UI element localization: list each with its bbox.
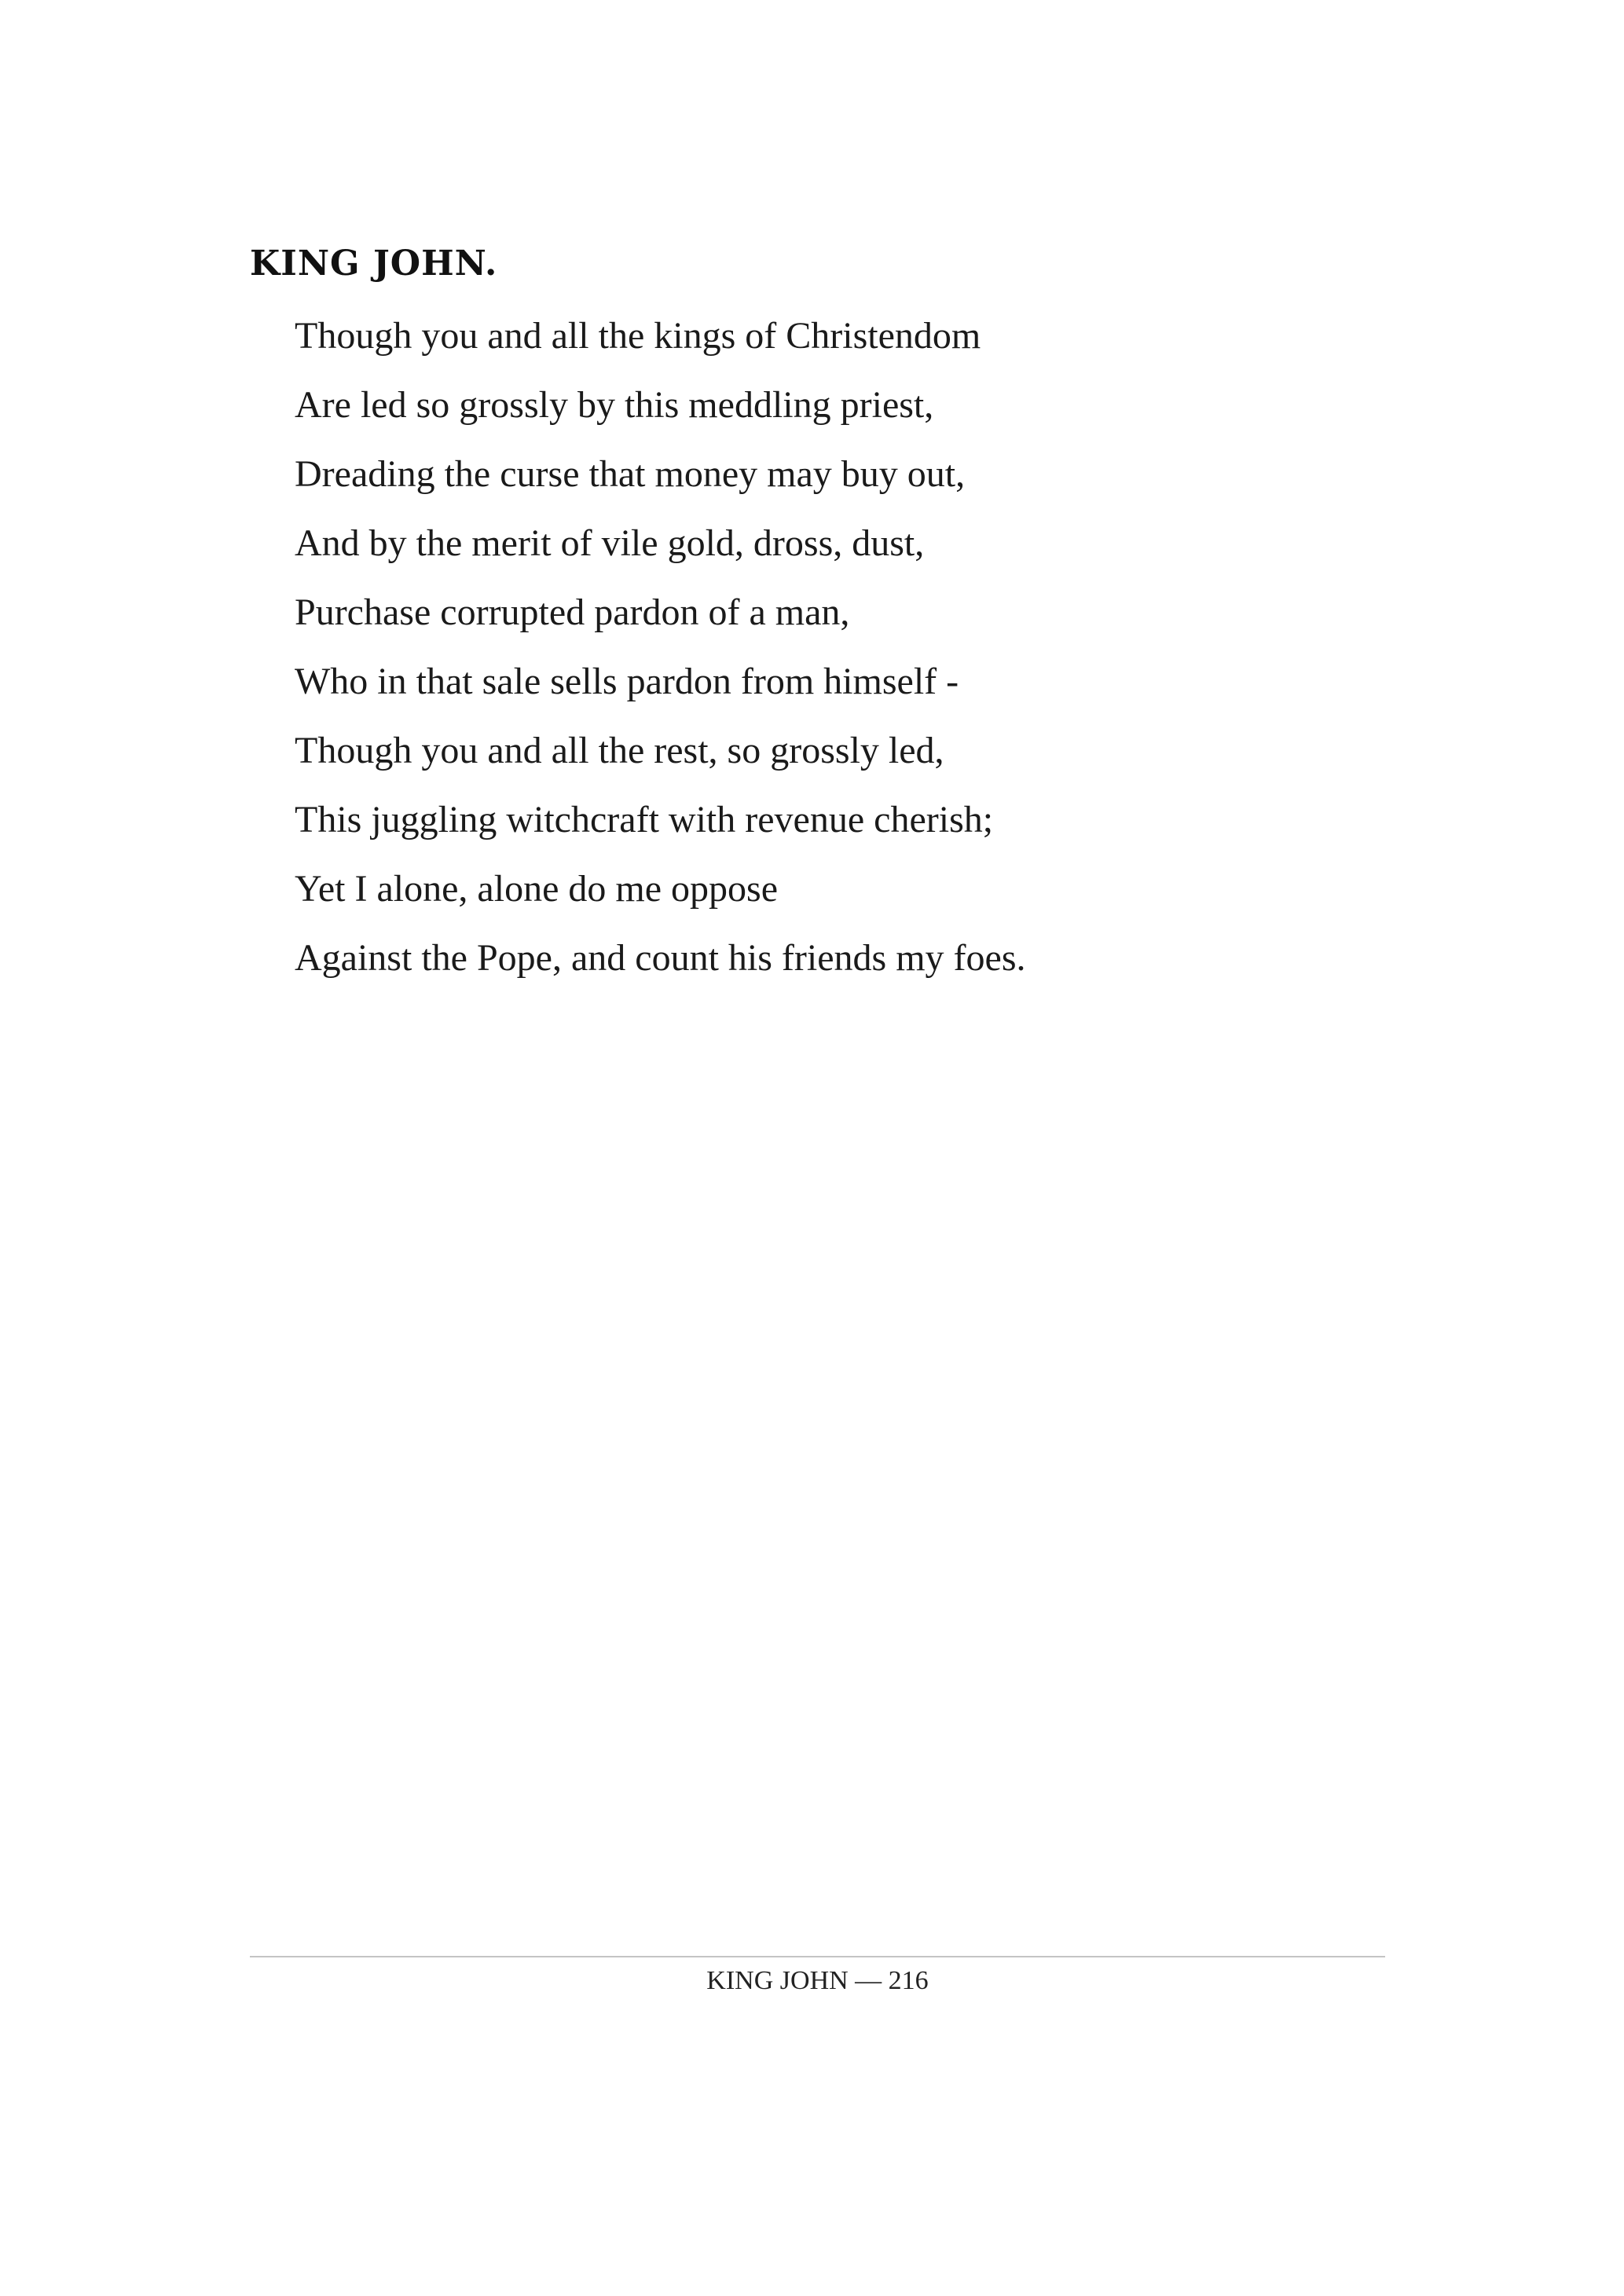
verse-line: Dreading the curse that money may buy out, [295,453,966,495]
speaker-name: KING JOHN. [250,244,498,284]
verse-line: Yet I alone, alone do me oppose [295,868,778,910]
verse-line: This juggling witchcraft with revenue cherish; [295,799,994,840]
verse-line: Purchase corrupted pardon of a man, [295,591,850,633]
verse-line: Are led so grossly by this meddling priest, [295,384,934,426]
verse-line: Though you and all the kings of Christendom [295,315,981,357]
verse-line: And by the merit of vile gold, dross, dust, [295,522,925,564]
page-footer: KING JOHN — 216 [706,1966,929,1995]
footer-divider [250,1956,1385,1957]
verse-line: Against the Pope, and count his friends my foes. [295,937,1026,979]
verse-block [295,308,1026,999]
verse-line: Though you and all the rest, so grossly led, [295,730,944,771]
verse-line: Who in that sale sells pardon from himself - [295,661,959,702]
